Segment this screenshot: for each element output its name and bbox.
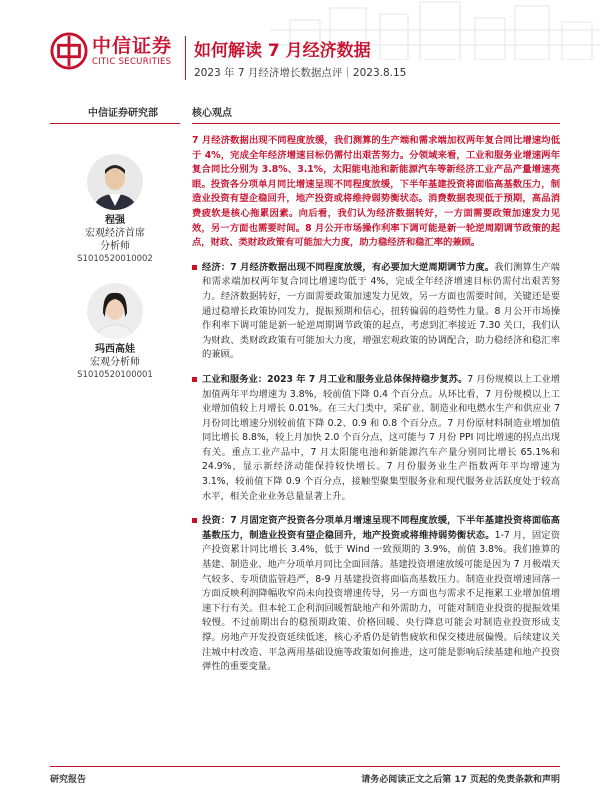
analyst-avatar bbox=[87, 154, 143, 210]
report-header bbox=[0, 0, 600, 90]
core-views bbox=[192, 104, 560, 675]
analyst-name: 玛西高娃 bbox=[95, 344, 135, 355]
analyst-role: 宏观经济首席 bbox=[85, 228, 145, 239]
header-divider bbox=[185, 36, 186, 80]
footer-divider bbox=[50, 766, 560, 767]
brand-name-cn: 中信证券 bbox=[92, 35, 173, 57]
analyst-name: 程强 bbox=[105, 215, 125, 226]
footer-disclaimer: 请务必阅读正文之后第 17 页起的免责条款和声明 bbox=[361, 775, 560, 785]
citic-logo bbox=[50, 32, 172, 70]
report-subtitle: 2023 年 7 月经济增长数据点评｜2023.8.15 bbox=[194, 67, 407, 79]
core-views-heading: 核心观点 bbox=[192, 104, 560, 124]
research-dept-heading: 中信证券研究部 bbox=[50, 104, 180, 124]
analyst-avatar bbox=[87, 283, 143, 339]
report-title: 如何解读 7 月经济数据 bbox=[194, 41, 371, 61]
analyst-license-id: S1010520010002 bbox=[77, 254, 153, 264]
brand-name-en: CITIC SECURITIES bbox=[92, 57, 172, 67]
section-lead: 2023 年 7 月工业和服务业总体保持稳步复苏。 bbox=[267, 373, 468, 385]
section-body: 7 月份规模以上工业增加值两年平均增速为 3.8%，较前值下降 0.4 个百分点。从环比看，7 月份规模以上工业增加值较上月增长 0.01%。在三大门类中，采矿业、制造业和电燃水生产和供应业 7 月份同比增速分别较前值下降 0.2、0.9 和 0.8 个百分点。7 月份原材料制造业增加值同比增长 8.8%，较上月加快 2.0 个百分点，这可能与 7 月份 PPI 同比增速的拐点出现有关。重点工业产品中，7 月太阳能电池和新能源汽车产量分别同比增长 65.1%和 24.9%，显示新经济动能保持较快增长。7 月份服务业生产指数两年平均增速为 3.1%，较前值下降 0.9 个百分点，接触型聚集型服务业和现代服务业活跃度处于较高水平，相关企业业务总量显著上升。 bbox=[202, 373, 560, 502]
section-bullet bbox=[192, 518, 197, 523]
footer-doc-type: 研究报告 bbox=[50, 775, 87, 785]
section-lead: 7 月经济数据出现不同程度放缓，有必要加大逆周期调节力度。 bbox=[230, 261, 495, 273]
analyst-role-2: 分析师 bbox=[100, 241, 130, 252]
investment-section bbox=[192, 514, 560, 675]
analyst-card bbox=[50, 283, 180, 381]
industry-services-section bbox=[192, 373, 560, 504]
citic-logo-icon bbox=[50, 32, 88, 70]
analyst-license-id: S1010520100001 bbox=[77, 370, 153, 380]
economy-section bbox=[192, 261, 560, 363]
section-bullet bbox=[192, 377, 197, 382]
analyst-card bbox=[50, 154, 180, 265]
section-body: 1-7 月，固定资产投资累计同比增长 3.4%，低于 Wind 一致预期的 3.9%，前值 3.8%。我们推算的基建、制造业、地产分项单月同比全面回落。基建投资增速放缓可能是因为 7 月极端天气较多、专项债监管趋严，8-9 月基建投资将面临高基数压力。制造业投资增速回落一方面反映利润降幅收窄尚未向投资增速传导，另一方面也与需求不足拖累工业增加值增速下行有关。但本轮工企利润回暖暂缺地产和外需助力，可能对制造业投资的提振效果较慢。不过前期出台的稳预期政策、价格回暖、央行降息可能会对制造业投资形成支撑。房地产开发投资延续低迷，核心矛盾仍是销售疲软和保交楼进展偏慢。后续建议关注城中村改造、平急两用基础设施等政策如何推进，这可能是影响后续基建和地产投资弹性的重要变量。 bbox=[202, 529, 560, 673]
summary-paragraph: 7 月经济数据出现不同程度放缓，我们测算的生产端和需求端加权两年复合同比增速均低于 4%，完成全年经济增速目标仍需付出艰苦努力。分领域来看，工业和服务业增速两年复合同比分别为 3.8%、3.1%，太阳能电池和新能源汽车等新经济工业产品产量增速亮眼。投资各分项单月同比增速呈现不同程度放缓，下半年基建投资将面临高基数压力，制造业投资有望企稳回升，地产投资或将维持弱势衡状态。消费数据表现低于预期，高品消费疲软是核心拖累因素。向后看，我们认为经济数据转好，一方面需要政策加速发力见效，另一方面也需要时间。8 月公开市场操作利率下调可能是新一轮逆周期调节政策的起点，财政、类财政政策有可能加大力度，助力稳经济和稳汇率的兼顾。 bbox=[192, 135, 560, 249]
section-lead: 7 月固定资产投资各分项单月增速呈现不同程度放缓，下半年基建投资将面临高基数压力，制造业投资有望企稳回升，地产投资或将维持弱势衡状态。 bbox=[202, 515, 560, 541]
section-title: 投资： bbox=[202, 515, 231, 527]
section-title: 工业和服务业： bbox=[202, 373, 268, 385]
analyst-role: 宏观分析师 bbox=[90, 357, 140, 368]
section-title: 经济： bbox=[202, 261, 231, 273]
section-body: 我们测算生产端和需求端加权两年复合同比增速均低于 4%，完成全年经济增速目标仍需付出艰苦努力。经济数据转好，一方面需要政策加速发力见效，另一方面也需要时间，关键还是要通过稳增长政策协同发力，提振预期和信心，扭转偏弱的趋势性力量。8 月公开市场操作利率下调可能是新一轮逆周期调节政策的起点，考虑到汇率接近 7.30 关口，我们认为财政、类财政政策有可能加大力度，增强宏观政策的协调配合，助力稳经济和稳汇率的兼顾。 bbox=[202, 261, 560, 361]
analyst-sidebar bbox=[50, 104, 180, 381]
section-bullet bbox=[192, 265, 197, 270]
